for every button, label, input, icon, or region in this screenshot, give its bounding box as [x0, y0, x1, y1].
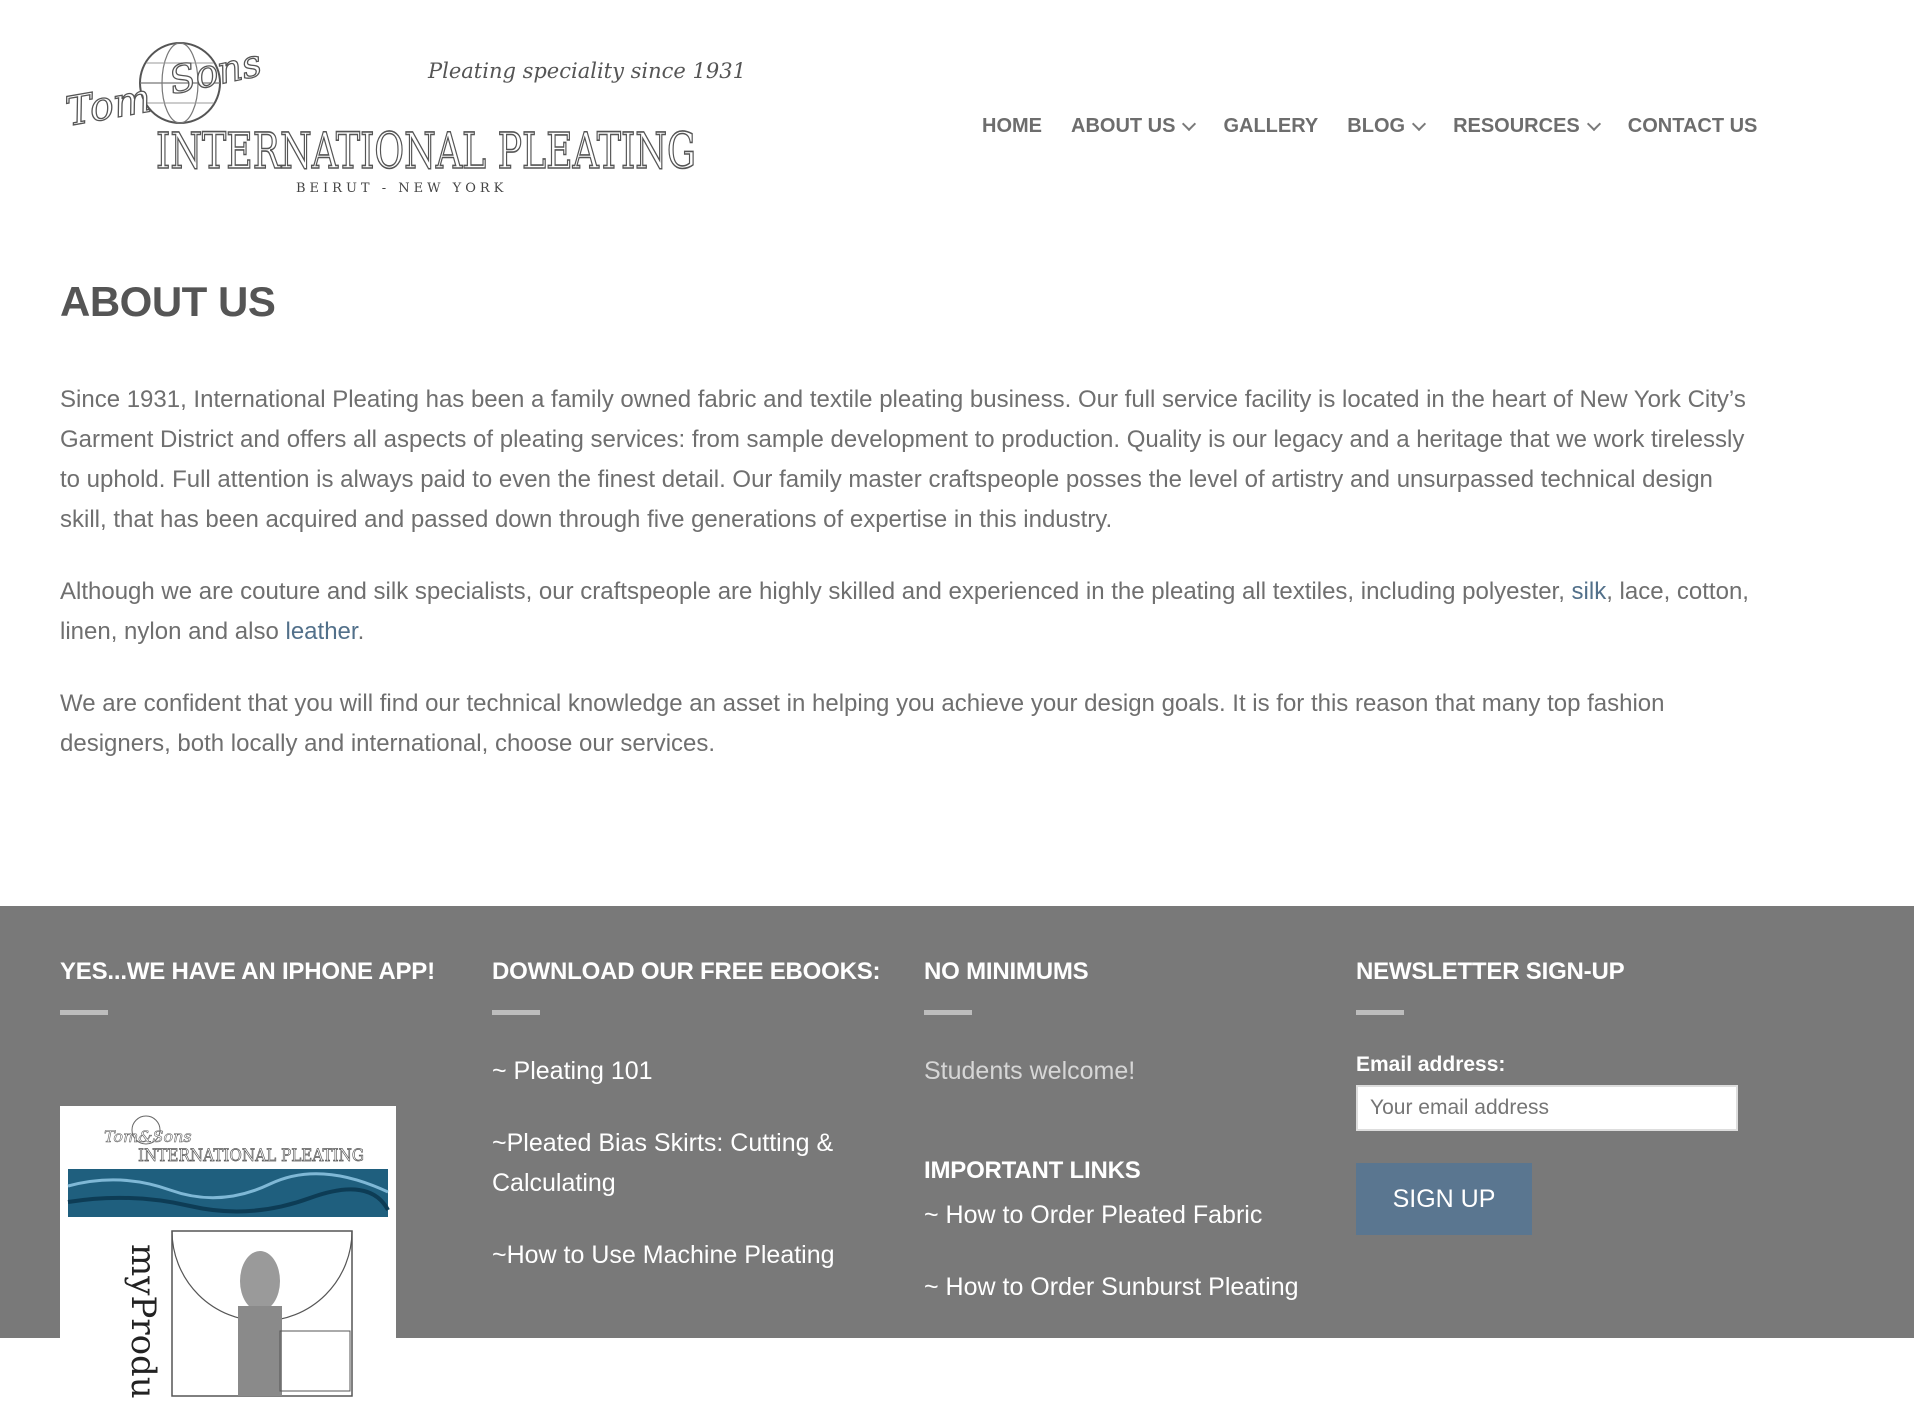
logo-company: INTERNATIONAL PLEATING	[156, 122, 696, 180]
nav-about-us[interactable]: ABOUT US	[1071, 115, 1194, 138]
footer-col-minimums	[924, 958, 1344, 1307]
site-logo[interactable]	[60, 38, 746, 198]
signup-button[interactable]: SIGN UP	[1356, 1163, 1532, 1235]
email-label: Email address:	[1356, 1053, 1506, 1076]
silk-link[interactable]: silk	[1571, 578, 1607, 605]
footer-col-ebooks	[492, 958, 912, 1275]
footer-heading-ebooks: DOWNLOAD OUR FREE EBOOKS:	[492, 958, 881, 985]
paragraph-confidence: We are confident that you will find our technical knowledge an asset in helping you achieve your design goals. It is for this reason that many top fashion designers, both locally and international, choose our services.	[60, 690, 1665, 757]
heading-underline	[492, 1010, 540, 1015]
link-order-pleated-fabric[interactable]: ~ How to Order Pleated Fabric	[924, 1201, 1263, 1229]
logo-tagline: Pleating speciality since 1931	[428, 59, 746, 83]
ebook-link-machine-pleating[interactable]: ~How to Use Machine Pleating	[492, 1241, 835, 1269]
footer-heading-important-links: IMPORTANT LINKS	[924, 1157, 1141, 1184]
ebook-link-pleating-101[interactable]: ~ Pleating 101	[492, 1057, 653, 1085]
nav-home[interactable]: HOME	[982, 115, 1042, 137]
paragraph-intro: Since 1931, International Pleating has been a family owned fabric and textile pleating business. Our full service facility is located in the heart of New York City’s Garment District and offers all aspects of pleating services: from sample development to production. Quality is our legacy and a heritage that we work tirelessly to uphold. Full attention is always paid to even the finest detail. Our family master craftspeople posses the level of artistry and unsurpassed technical design skill, that has been acquired and passed down through five generations of expertise in this industry.	[60, 386, 1746, 533]
nav-gallery[interactable]: GALLERY	[1223, 115, 1319, 137]
chevron-down-icon	[1412, 117, 1426, 131]
paragraph-materials: Although we are couture and silk specialists, our craftspeople are highly skilled and experienced in the pleating all textiles, including polyester, silk, lace, cotton, linen, nylon and also leather.	[60, 578, 1749, 645]
svg-text:myProdu: myProdu	[123, 1244, 163, 1399]
page-content	[60, 380, 1750, 796]
site-footer	[0, 906, 1914, 1399]
heading-underline	[1356, 1010, 1404, 1015]
main-nav	[982, 115, 1786, 138]
footer-heading-minimums: NO MINIMUMS	[924, 958, 1089, 985]
app-cover-graphic	[60, 1106, 396, 1399]
footer-col-app	[60, 958, 480, 1399]
nav-contact-us[interactable]: CONTACT US	[1627, 115, 1758, 137]
leather-link[interactable]: leather	[285, 618, 358, 645]
link-order-sunburst-pleating[interactable]: ~ How to Order Sunburst Pleating	[924, 1273, 1299, 1301]
svg-text:Sons: Sons	[165, 40, 266, 103]
footer-heading-newsletter: NEWSLETTER SIGN-UP	[1356, 958, 1625, 985]
svg-text:INTERNATIONAL PLEATING: INTERNATIONAL PLEATING	[138, 1146, 364, 1166]
heading-underline	[924, 1010, 972, 1015]
footer-col-newsletter	[1356, 958, 1776, 1235]
app-promo-image[interactable]	[60, 1106, 396, 1399]
nav-resources[interactable]: RESOURCES	[1453, 115, 1599, 138]
heading-underline	[60, 1010, 108, 1015]
students-text: Students welcome!	[924, 1057, 1136, 1085]
logo-cities: BEIRUT - NEW YORK	[296, 181, 508, 196]
chevron-down-icon	[1587, 117, 1601, 131]
svg-text:Tom: Tom	[62, 75, 155, 136]
ebook-link-bias-skirts[interactable]: ~Pleated Bias Skirts: Cutting & Calculating	[492, 1129, 834, 1197]
email-input[interactable]	[1356, 1085, 1738, 1131]
footer-heading-app: YES...WE HAVE AN IPHONE APP!	[60, 958, 435, 985]
nav-blog[interactable]: BLOG	[1347, 115, 1424, 138]
logo-graphic	[60, 38, 746, 198]
chevron-down-icon	[1182, 117, 1196, 131]
svg-text:Tom&Sons: Tom&Sons	[104, 1127, 192, 1146]
page-title: ABOUT US	[60, 278, 276, 325]
